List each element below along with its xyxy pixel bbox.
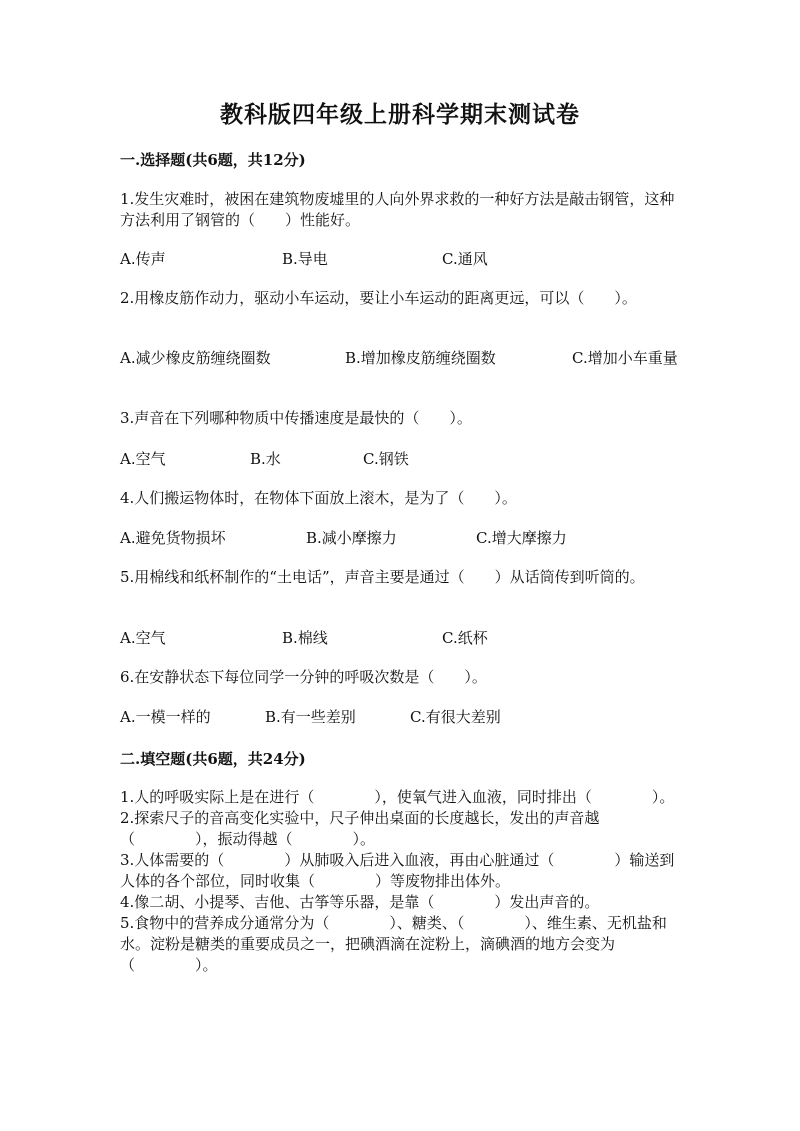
fill-item-2: 2.探索尺子的音高变化实验中，尺子伸出桌面的长度越长，发出的声音越（ ），振动得越（ ）。: [120, 809, 600, 848]
option-c: C.通风: [442, 250, 488, 268]
question-1: 1.发生灾难时，被困在建筑物废墟里的人向外界求救的一种好方法是敲击钢管，这种方法利用了钢管的（ ）性能好。: [120, 190, 675, 229]
option-b: B.减小摩擦力: [306, 529, 397, 547]
fill-item-3: 3.人体需要的（ ）从肺吸入后进入血液，再由心脏通过（ ）输送到人体的各个部位，同时收集（ ）等废物排出体外。: [120, 851, 675, 890]
question-6: 6.在安静状态下每位同学一分钟的呼吸次数是（ ）。: [120, 668, 487, 686]
option-a: A.空气: [120, 629, 166, 647]
option-b: B.水: [250, 450, 281, 468]
option-b: B.棉线: [282, 629, 328, 647]
section-heading-fill: 二.填空题(共6题，共24分): [120, 750, 306, 768]
section-heading-choice: 一.选择题(共6题，共12分): [120, 151, 306, 169]
option-a: A.避免货物损坏: [120, 529, 226, 547]
page-title: 教科版四年级上册科学期末测试卷: [220, 101, 580, 128]
option-a: A.一模一样的: [120, 708, 211, 726]
question-2: 2.用橡皮筋作动力，驱动小车运动，要让小车运动的距离更远，可以（ ）。: [120, 289, 637, 307]
question-5: 5.用棉线和纸杯制作的“土电话”，声音主要是通过（ ）从话筒传到听筒的。: [120, 568, 645, 586]
option-c: C.增大摩擦力: [476, 529, 567, 547]
option-c: C.有很大差别: [410, 708, 501, 726]
fill-item-4: 4.像二胡、小提琴、吉他、古筝等乐器，是靠（ ）发出声音的。: [120, 893, 600, 911]
fill-item-1: 1.人的呼吸实际上是在进行（ ），使氧气进入血液，同时排出（ ）。: [120, 788, 675, 806]
option-b: B.增加橡皮筋缠绕圈数: [345, 349, 496, 367]
option-c: C.增加小车重量: [572, 349, 678, 367]
question-3: 3.声音在下列哪种物质中传播速度是最快的（ ）。: [120, 409, 472, 427]
option-a: A.空气: [120, 450, 166, 468]
option-b: B.有一些差别: [265, 708, 356, 726]
option-c: C.钢铁: [363, 450, 409, 468]
option-b: B.导电: [282, 250, 328, 268]
option-a: A.传声: [120, 250, 166, 268]
option-a: A.减少橡皮筋缠绕圈数: [120, 349, 271, 367]
option-c: C.纸杯: [442, 629, 488, 647]
question-4: 4.人们搬运物体时，在物体下面放上滚木，是为了（ ）。: [120, 489, 517, 507]
fill-in-list: [120, 787, 680, 976]
fill-item-5: 5.食物中的营养成分通常分为（ ）、糖类、（ ）、维生素、无机盐和水。淀粉是糖类的重要成员之一，把碘酒滴在淀粉上，滴碘酒的地方会变为（ ）。: [120, 914, 667, 974]
